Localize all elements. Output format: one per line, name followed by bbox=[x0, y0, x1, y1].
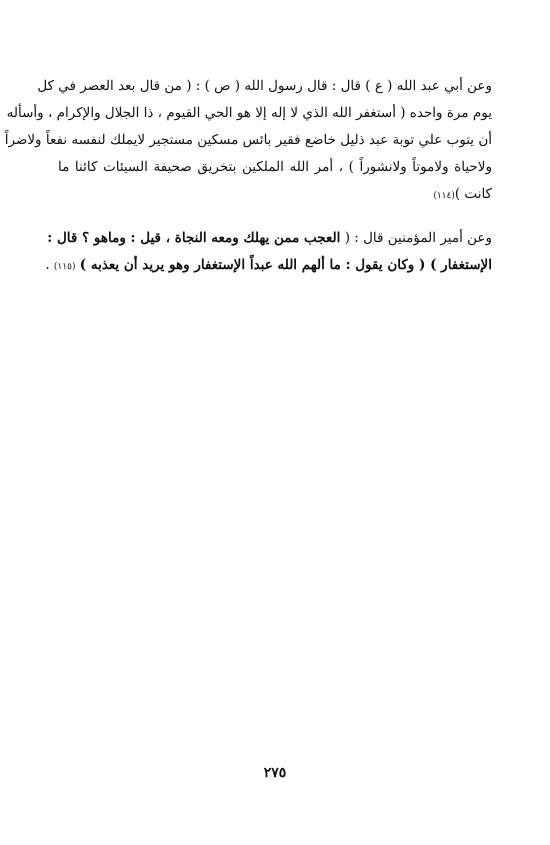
paragraph-1-line-2: يوم مرة واحده ( أستغفر الله الذي لا إله إلا هو الحي القيوم ، ذا الجلال والإكرام ، وأسأله bbox=[6, 105, 492, 121]
paragraph-1-line-1: وعن أبي عبد الله ( ع ) قال : قال رسول الله ( ص ) : ( من قال بعد العصر في كل bbox=[37, 78, 492, 94]
paragraph-2-line-2-quote: الإستغفار ) ( وكان يقول : ما ألهم الله عبداً الإستغفار وهو يريد أن يعذبه ) bbox=[79, 257, 492, 273]
paragraph-2-line-2 bbox=[45, 252, 492, 279]
paragraph-1-line-5 bbox=[58, 181, 492, 208]
paragraph-hadith-istighfar-after-asr bbox=[4, 73, 492, 208]
paragraph-1-line-3: أن يتوب علي توبة عبد ذليل خاضع فقير بائس مسكين مستجير لايملك لنفسه نفعاً ولاضراً bbox=[4, 132, 492, 148]
paragraph-2-line-2-end: . bbox=[45, 257, 50, 273]
paragraph-2-line-1-intro: وعن أمير المؤمنين قال : ( bbox=[344, 230, 492, 246]
paragraph-amir-al-muminin-saying bbox=[45, 225, 492, 279]
paragraph-1-line-5-text: كانت ) bbox=[454, 186, 492, 202]
paragraph-2-line-1 bbox=[47, 225, 492, 252]
paragraph-1-line-4: ولاحياة ولاموتاً ولانشوراً ) ، أمر الله الملكين بتخريق صحيفة السيئات كائنا ما bbox=[58, 159, 492, 175]
paragraph-2-line-1-quote: العجب ممن يهلك ومعه النجاة ، قيل : وماهو ؟ قال : bbox=[47, 230, 341, 246]
footnote-ref-114: (١١٤) bbox=[433, 191, 455, 201]
footnote-ref-115: (١١٥) bbox=[53, 262, 76, 272]
page-number: ٢٧٥ bbox=[263, 765, 287, 781]
